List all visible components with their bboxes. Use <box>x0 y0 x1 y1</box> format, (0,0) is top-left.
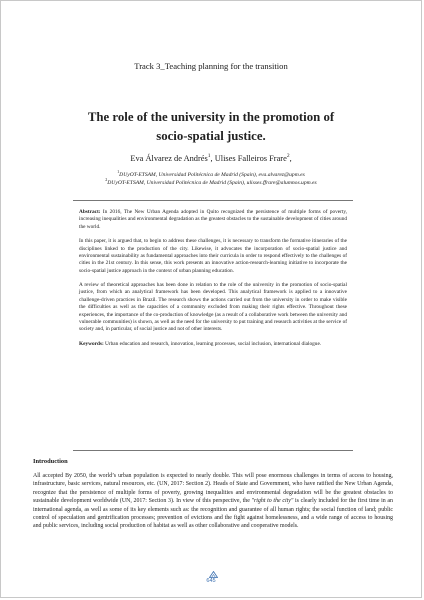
keywords-text: Urban education and research, innovation, learning processes, social inclusion, international dialogue. <box>105 340 322 347</box>
author-1-sup: 1 <box>207 153 211 159</box>
abstract-paragraph-1 <box>79 209 347 231</box>
abstract-label: Abstract: <box>79 209 101 215</box>
abstract-text-1: In 2016, The New Urban Agenda adopted in Quito recognized the persistence of multiple forms of poverty, increasing inequalities and environmental degradation as the greatest obstacles to the sustainable development of cities around the world. <box>79 209 348 230</box>
author-line <box>1 153 421 163</box>
abstract-bottom-rule <box>73 450 353 451</box>
paper-title: The role of the university in the promotion of socio-spatial justice. <box>87 110 335 143</box>
affiliation-2-text: DUyOT-ETSAM, Universidad Politécnica de Madrid (Spain), ulisses.ffrare@alumnos.upm.es <box>107 179 317 186</box>
page-number: 645 <box>206 578 216 584</box>
introduction-body <box>33 472 393 531</box>
right-to-city-quote: "right to the city" <box>251 498 294 505</box>
author-1-name: Eva Álvarez de Andrés <box>130 153 208 163</box>
track-header: Track 3_Teaching planning for the transition <box>134 61 288 71</box>
affiliation-2-sup: 2 <box>105 177 108 182</box>
keywords-paragraph <box>79 341 347 348</box>
introduction-text-a: All accepted By 2050, the world’s urban population is expected to nearly double. This will pose enormous challenges in terms of access to housing, infrastructure, basic services, natural resources, etc. (UN, 2017: Section 2). Heads of State and Government, who have ratified the New Urban Agenda, recognize that the persistence of multiple forms of poverty, growing inequalities and environmental degradation will be the greatest obstacles to sustainable development worldwide (UN, 2017: Section 3). In view of this perspective, the <box>33 473 393 505</box>
author-2-name: Ulises Falleiros Frare <box>214 153 287 163</box>
section-heading-introduction: Introduction <box>33 458 68 465</box>
abstract-block <box>79 209 347 355</box>
abstract-top-rule <box>73 200 353 201</box>
abstract-paragraph-3: A review of theoretical approaches has been done in relation to the role of the university in the promotion of socio-spatial justice, from which an analytical framework has been developed. This analytical framework is applied to a innovative challenge-driven practices in Brazil. The research shows the actions carried out from the university in order to make visible the difficulties as well as the capacities of a community excluded from making their rights effective. Throughout these experiences, the importance of the co-production of knowledge (as a result of a collaborative work between the university and vulnerable communities) is shown, as well as the need for the university to put training and research activities at the service of society and, in particular, of social justice and not of other interests. <box>79 282 347 333</box>
author-separator: , <box>210 153 215 163</box>
abstract-paragraph-2: In this paper, it is argued that, to begin to address these challenges, it is necessary to transform the formative itineraries of the disciplines linked to the production of the city. Likewise, it advocates the incorporation of socio-spatial justice and environmental sustainability as fundamental approaches into their curricula in order to respond effectively to the challenges of cities in the 21st century. In this sense, this work presents an innovative action-research-learning initiative to incorporate the socio-spatial justice approach in the context of urban planning education. <box>79 238 347 274</box>
author-line-end: , <box>289 153 292 163</box>
keywords-label: Keywords: <box>79 340 104 347</box>
publisher-logo-icon <box>209 571 218 578</box>
affiliation-1-sup: 1 <box>117 169 120 174</box>
affiliation-2 <box>1 176 421 187</box>
introduction-paragraph <box>33 472 393 531</box>
introduction-text-b: is clearly included for the first time in an international agenda, as well as some of its key elements such as: the recognition and guarantee of all human rights; the social function of land; public control of speculation and gentrification processes; prevention of evictions and the fight against homelessness, and a wide range of access to housing and public services, including social production of habitat as well as other collaborative and cooperative models. <box>33 498 393 530</box>
affiliation-1-text: DUyOT-ETSAM, Universidad Politécnica de Madrid (Spain), eva.alvarez@upm.es <box>119 171 305 178</box>
author-2-sup: 2 <box>286 153 290 159</box>
